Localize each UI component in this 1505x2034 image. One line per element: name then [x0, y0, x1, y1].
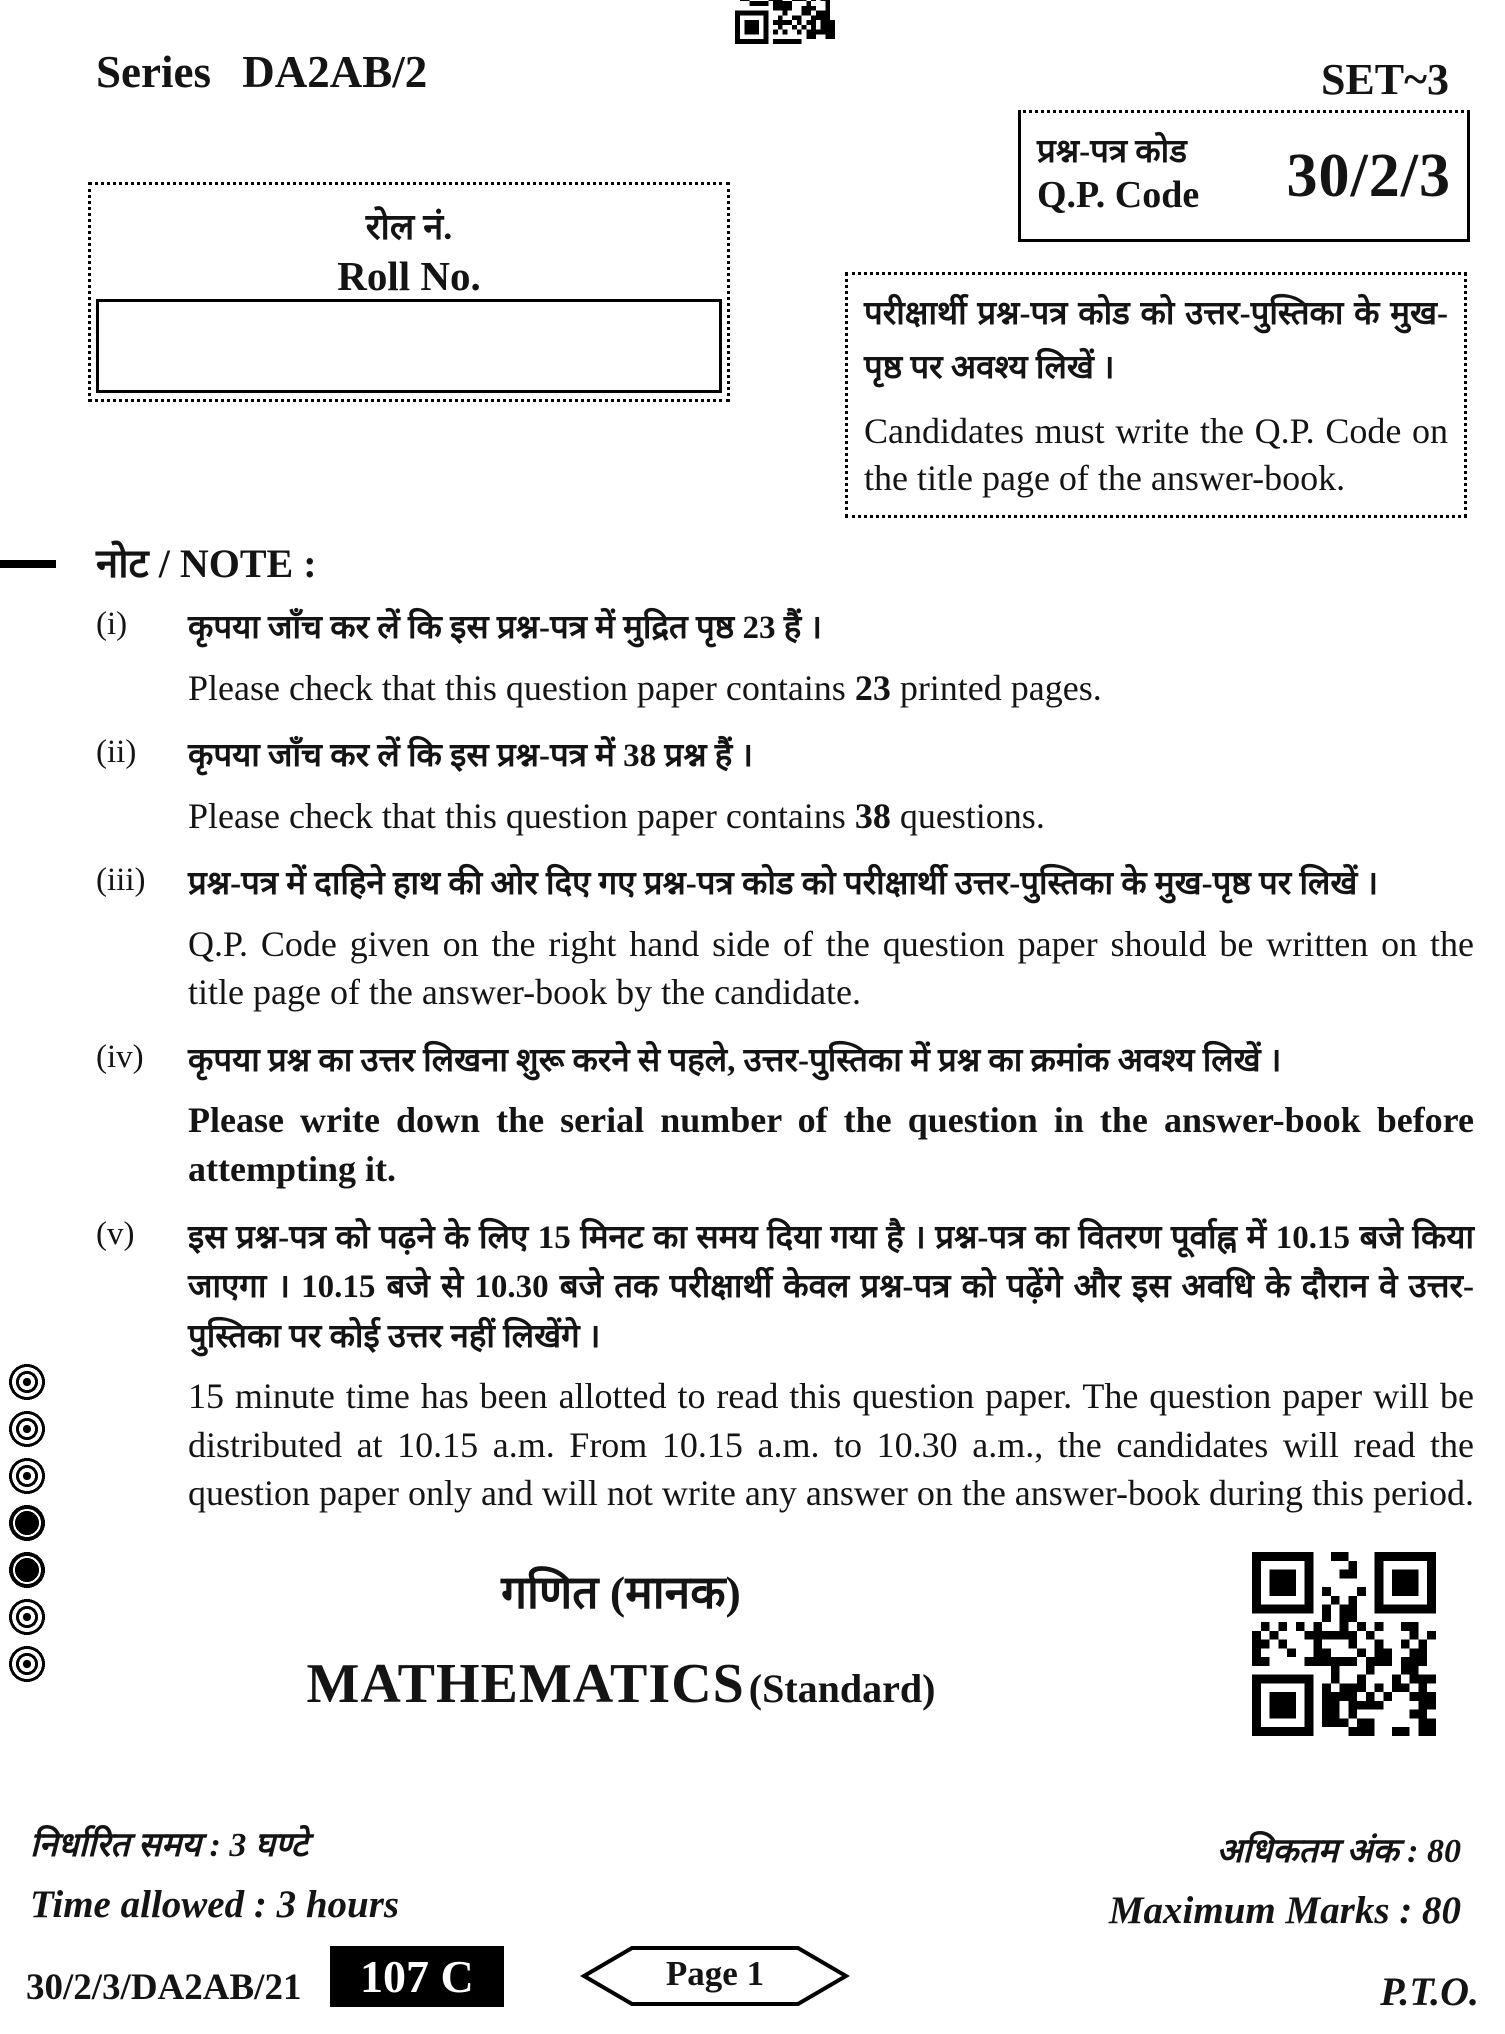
note-item-texts — [188, 1214, 1474, 1518]
note-item-texts — [188, 604, 1474, 712]
binding-coil-icon — [4, 1501, 50, 1545]
time-allowed-english: Time allowed : 3 hours — [30, 1883, 400, 1926]
note-item-number: (ii) — [96, 734, 137, 771]
subject-title-suffix: (Standard) — [748, 1666, 936, 1711]
page-number-badge — [580, 1944, 850, 2008]
candidates-instruction-box — [845, 272, 1467, 518]
footer-center-stamp: 107 C — [330, 1946, 504, 2007]
note-item-hindi: इस प्रश्न-पत्र को पढ़ने के लिए 15 मिनट का समय दिया गया है । प्रश्न-पत्र का वितरण पूर्वाह्न में 10.15 बजे किया जाएगा । 10.15 बजे से 10.30 बजे तक परीक्षार्थी केवल प्रश्न-पत्र को पढ़ेंगे और इस अवधि के दौरान वे उत्तर-पुस्तिका पर कोई उत्तर नहीं लिखेंगे । — [188, 1219, 1474, 1355]
maximum-marks-block — [1109, 1826, 1461, 1933]
qp-code-label-hindi: प्रश्न-पत्र कोड — [1037, 134, 1187, 171]
binding-coil-icon — [4, 1642, 50, 1686]
candidates-instruction-english: Candidates must write the Q.P. Code on the title page of the answer-book. — [864, 410, 1448, 498]
note-item-1 — [96, 604, 1474, 712]
set-label: SET~3 — [1320, 55, 1449, 104]
time-allowed-hindi: निर्धारित समय : 3 घण्टे — [30, 1827, 308, 1864]
note-item-hindi: प्रश्न-पत्र में दाहिने हाथ की ओर दिए गए प्रश्न-पत्र कोड को परीक्षार्थी उत्तर-पुस्तिका के मुख-पृष्ठ पर लिखें । — [188, 866, 1379, 903]
roll-number-entry-field[interactable] — [96, 299, 722, 393]
note-item-5 — [96, 1214, 1474, 1518]
qr-code-icon — [735, 0, 835, 44]
note-text-number: 23 — [854, 667, 891, 708]
series-label: Series DA2AB/2 — [96, 47, 428, 97]
qr-code-bottom-icon — [1252, 1552, 1436, 1736]
subject-title-block — [96, 1560, 1146, 1716]
note-item-english: Please write down the serial number of the question in the answer-book before attempting it. — [188, 1100, 1474, 1189]
qp-code-box — [1018, 110, 1470, 242]
binding-coil-icon — [4, 1548, 50, 1592]
maximum-marks-hindi: अधिकतम अंक : 80 — [1216, 1833, 1461, 1870]
note-item-english — [188, 792, 1474, 841]
note-text-number: 38 — [854, 795, 891, 836]
note-item-2 — [96, 732, 1474, 840]
binding-coil-icon — [4, 1407, 50, 1451]
note-item-number: (v) — [96, 1215, 135, 1252]
note-item-number: (iii) — [96, 862, 146, 899]
note-heading: नोट / NOTE : — [96, 541, 317, 586]
subject-title-english — [96, 1652, 1146, 1716]
roll-number-box — [88, 182, 730, 402]
note-item-english: 15 minute time has been allotted to read this question paper. The question paper will be distributed at 10.15 a.m. From 10.15 a.m. to 10.30 a.m., the candidates will read the question paper only and will not write any answer on the answer-book during this period. — [188, 1376, 1474, 1514]
note-item-4 — [96, 1037, 1474, 1194]
note-item-english — [188, 664, 1474, 713]
qp-code-labels — [1021, 134, 1199, 218]
note-item-hindi: कृपया जाँच कर लें कि इस प्रश्न-पत्र में मुद्रित पृष्ठ 23 हैं । — [188, 610, 822, 646]
note-item-english: Q.P. Code given on the right hand side of the question paper should be written on the title page of the answer-book by the candidate. — [188, 923, 1474, 1013]
margin-dash — [0, 560, 56, 568]
note-text-part: Please check that this question paper contains — [188, 795, 855, 836]
binding-coil-icon — [4, 1595, 50, 1639]
note-item-number: (i) — [96, 606, 128, 642]
qp-code-label-english: Q.P. Code — [1037, 174, 1200, 217]
roll-number-label-english: Roll No. — [337, 253, 481, 299]
qr-code-icon — [1252, 1552, 1436, 1736]
note-text-part: Please check that this question paper contains — [188, 667, 855, 708]
note-item-number: (iv) — [96, 1038, 144, 1075]
note-item-hindi: कृपया प्रश्न का उत्तर लिखना शुरू करने से पहले, उत्तर-पुस्तिका में प्रश्न का क्रमांक अवश्य लिखें । — [188, 1042, 1282, 1079]
qp-code-value: 30/2/3 — [1286, 141, 1451, 210]
note-text-part: printed pages. — [890, 667, 1102, 708]
candidates-instruction-hindi: परीक्षार्थी प्रश्न-पत्र कोड को उत्तर-पुस्तिका के मुख-पृष्ठ पर अवश्य लिखें । — [864, 296, 1448, 387]
maximum-marks-english: Maximum Marks : 80 — [1108, 1889, 1461, 1932]
binding-coil-icon — [4, 1454, 50, 1498]
page-number-label: Page 1 — [665, 1954, 765, 1993]
time-allowed-block — [30, 1820, 399, 1927]
pto-label: P.T.O. — [1380, 1969, 1479, 2014]
qr-code-top-icon — [735, 0, 835, 46]
note-item-texts — [188, 1037, 1474, 1194]
roll-number-label-hindi: रोल नं. — [365, 207, 453, 247]
footer-paper-code: 30/2/3/DA2AB/21 — [26, 1967, 302, 2008]
note-item-texts — [188, 860, 1474, 1017]
binding-coil-icon — [4, 1360, 50, 1404]
note-item-hindi: कृपया जाँच कर लें कि इस प्रश्न-पत्र में 38 प्रश्न हैं । — [188, 738, 754, 775]
note-item-texts — [188, 732, 1474, 840]
note-list — [96, 604, 1474, 1538]
spiral-binding-holes-icon — [4, 1360, 50, 1689]
subject-title-hindi: गणित (मानक) — [501, 1567, 741, 1618]
note-item-3 — [96, 860, 1474, 1017]
note-text-part: questions. — [890, 795, 1045, 836]
subject-title-main: MATHEMATICS — [306, 1653, 745, 1715]
